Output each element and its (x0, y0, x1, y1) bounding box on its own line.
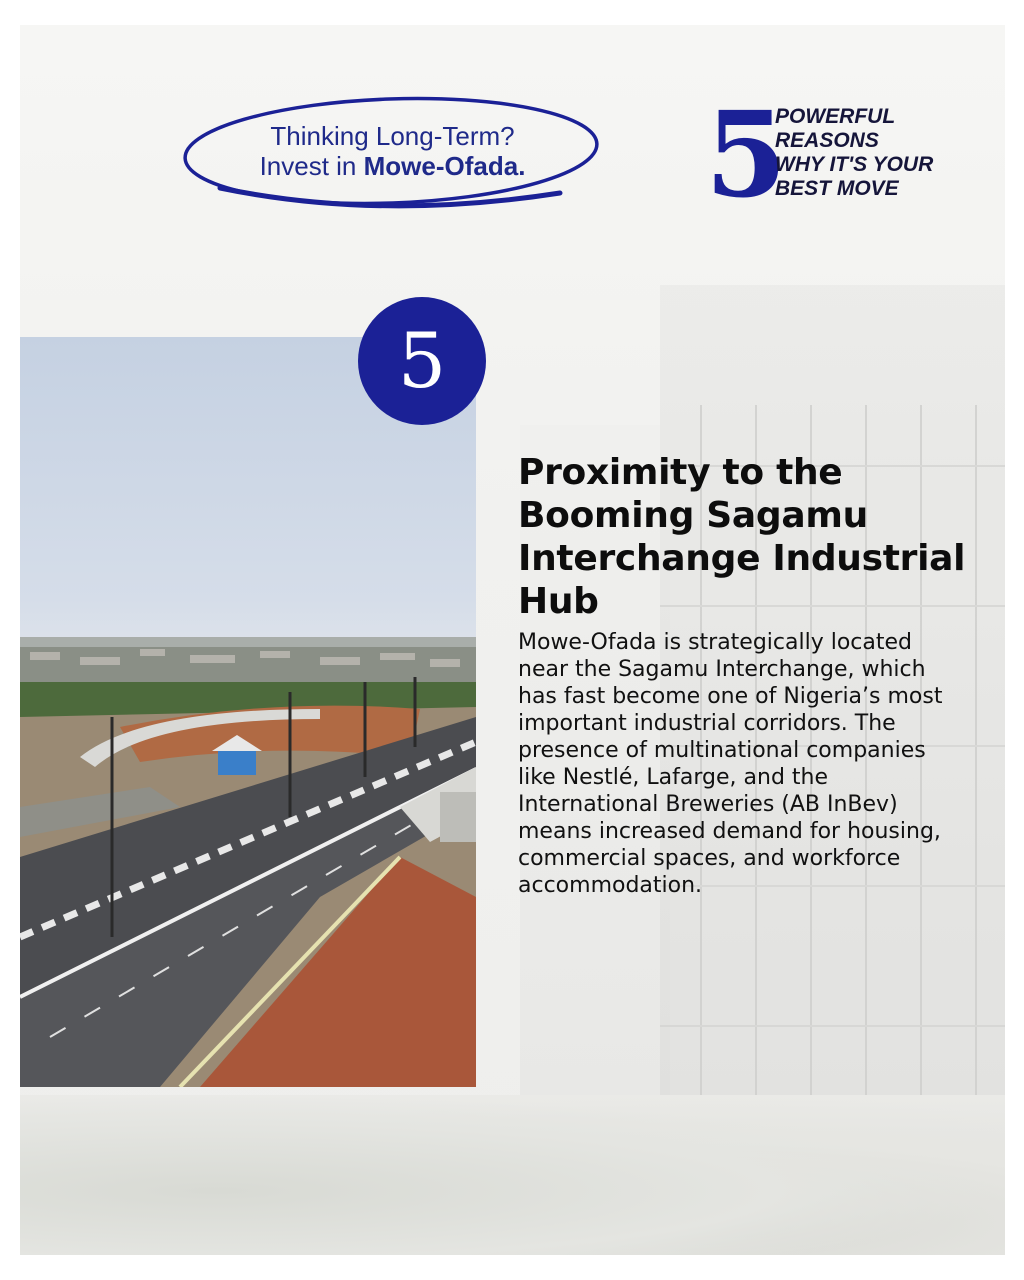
reasons-big-number: 5 (705, 85, 788, 224)
slide-headline: Proximity to the Booming Sagamu Interchange Industrial Hub (518, 452, 966, 622)
tagline-line-1: Thinking Long-Term? (270, 121, 515, 151)
tagline-oval (180, 93, 605, 213)
reasons-line: POWERFUL (775, 105, 896, 128)
tagline-text (180, 121, 605, 181)
poster (20, 25, 1005, 1255)
reasons-line: WHY IT'S YOUR (775, 153, 934, 176)
tagline-line-2: Invest in Mowe-Ofada. (259, 151, 526, 181)
slide-body: Mowe-Ofada is strategically located near the Sagamu Interchange, which has fast become one of Nigeria’s most important industrial corridors. The presence of multinational companies like Nestlé, Lafarge, and the International Breweries (AB InBev) means increased demand for housing, commercial spaces, and workforce accommodation. (518, 630, 943, 898)
slide-number: 5 (397, 316, 447, 405)
slide-number-badge (358, 297, 486, 425)
reasons-line: REASONS (775, 129, 879, 152)
background-trees (20, 1095, 1005, 1255)
interchange-photo (20, 337, 476, 1087)
reasons-text (775, 105, 933, 201)
reasons-line: BEST MOVE (775, 177, 899, 200)
reasons-heading (705, 85, 985, 224)
